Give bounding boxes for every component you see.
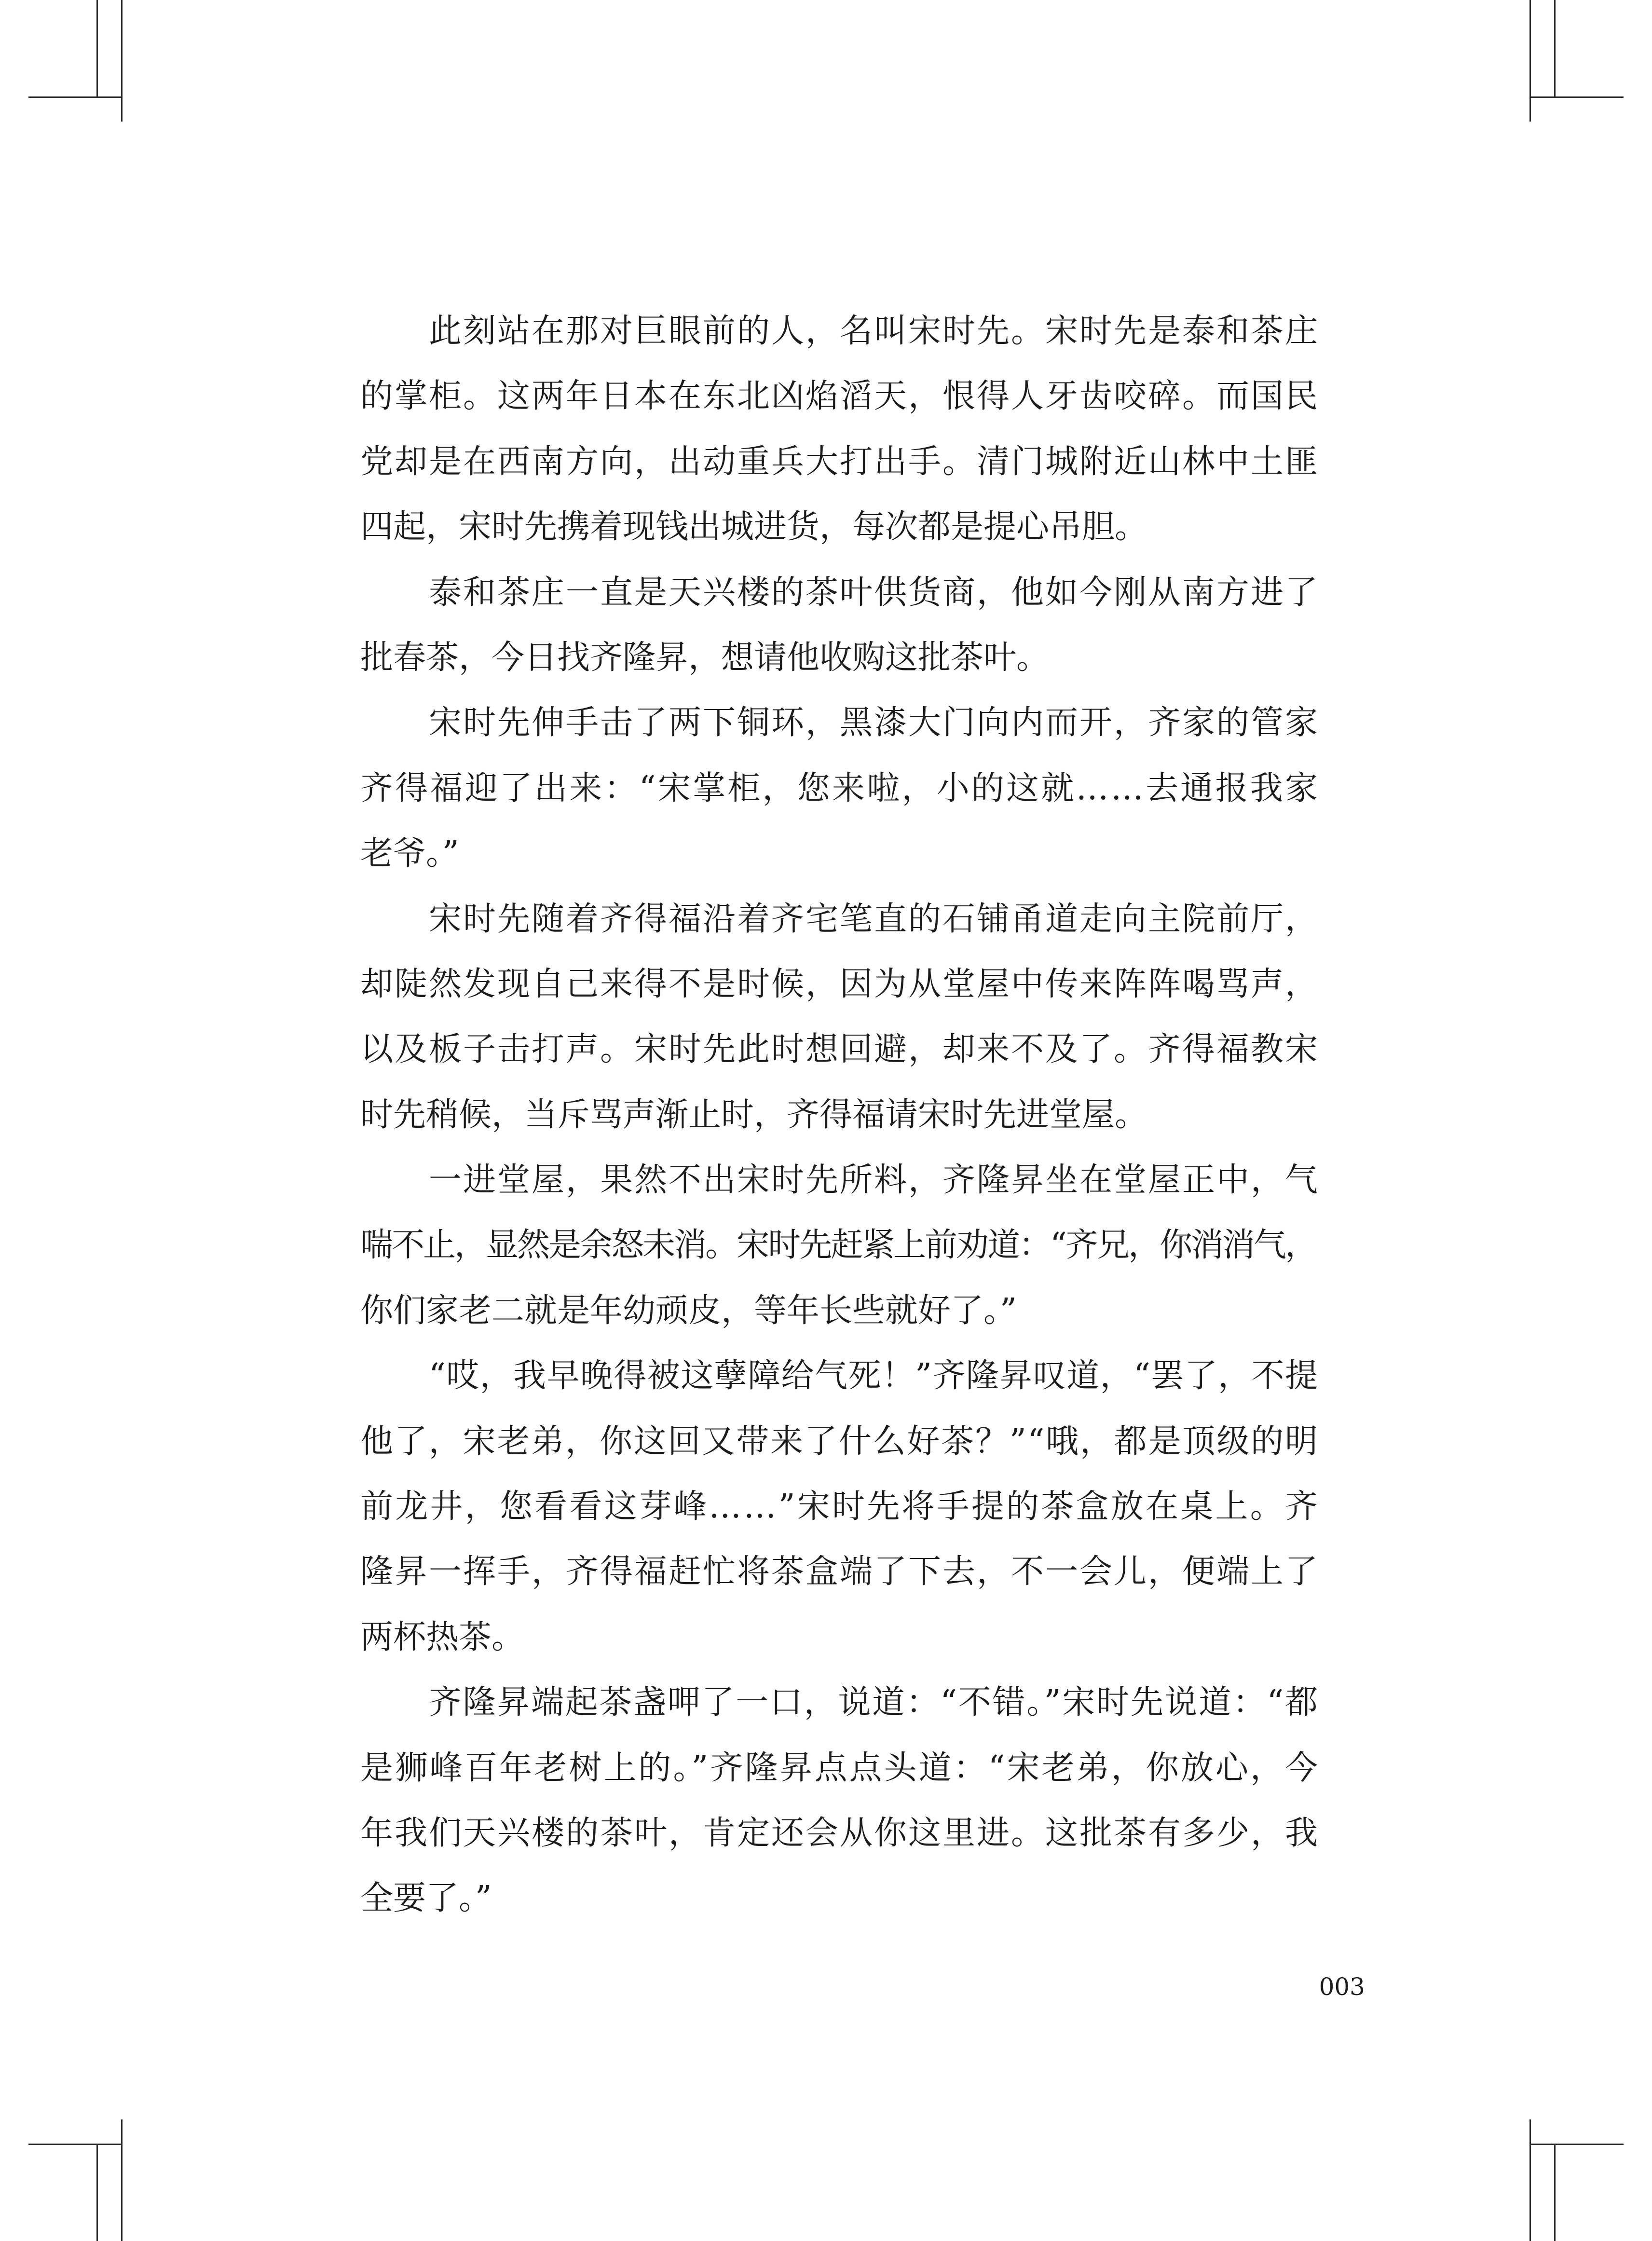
text-line <box>360 625 1318 690</box>
text-line <box>360 1801 1318 1866</box>
text-line <box>360 560 1318 625</box>
line-text: 他了，宋老弟，你这回又带来了什么好茶？”“哦，都是顶级的明 <box>360 1422 1319 1461</box>
crop-mark <box>1529 0 1531 122</box>
text-line <box>360 1670 1318 1735</box>
text-line <box>360 1539 1318 1604</box>
line-text: 时先稍候，当斥骂声渐止时，齐得福请宋时先进堂屋。 <box>360 1095 1148 1134</box>
line-text: “哎，我早晚得被这孽障给气死！”齐隆昇叹道，“罢了，不提 <box>429 1357 1319 1395</box>
line-text: 一进堂屋，果然不出宋时先所料，齐隆昇坐在堂屋正中，气 <box>429 1161 1319 1200</box>
body-text <box>360 299 1318 1931</box>
line-text: 宋时先随着齐得福沿着齐宅笔直的石铺甬道走向主院前厅， <box>429 900 1319 938</box>
paragraph <box>360 560 1318 691</box>
line-text: 你们家老二就是年幼顽皮，等年长些就好了。” <box>360 1291 1017 1330</box>
text-line <box>360 364 1318 429</box>
line-text: 以及板子击打声。宋时先此时想回避，却来不及了。齐得福教宋 <box>360 1030 1319 1069</box>
line-text: 宋时先伸手击了两下铜环，黑漆大门向内而开，齐家的管家 <box>429 704 1319 742</box>
text-line <box>360 1082 1318 1148</box>
crop-mark <box>96 2144 98 2241</box>
crop-mark <box>28 2144 122 2145</box>
text-line <box>360 1213 1318 1278</box>
text-line <box>360 1343 1318 1408</box>
paragraph <box>360 1670 1318 1931</box>
crop-mark <box>121 2119 123 2241</box>
line-text: 两杯热茶。 <box>360 1618 525 1656</box>
line-text: 老爷。” <box>360 834 459 873</box>
crop-mark <box>1554 0 1556 97</box>
paragraph <box>360 1343 1318 1670</box>
line-text: 喘不止，显然是余怒未消。宋时先赶紧上前劝道：“齐兄，你消消气， <box>360 1226 1316 1265</box>
text-line <box>360 756 1318 821</box>
line-text: 泰和茶庄一直是天兴楼的茶叶供货商，他如今刚从南方进了 <box>429 573 1319 612</box>
text-line <box>360 1735 1318 1801</box>
line-text: 此刻站在那对巨眼前的人，名叫宋时先。宋时先是泰和茶庄 <box>429 312 1319 350</box>
page-number: 003 <box>1319 1973 1365 2001</box>
crop-mark <box>1530 96 1624 98</box>
crop-mark <box>121 0 123 122</box>
text-line <box>360 1148 1318 1213</box>
crop-mark <box>1529 2119 1531 2241</box>
crop-mark <box>28 96 122 98</box>
text-line <box>360 299 1318 364</box>
text-line <box>360 1866 1318 1931</box>
text-line <box>360 690 1318 755</box>
text-line <box>360 1605 1318 1670</box>
line-text: 齐隆昇端起茶盏呷了一口，说道：“不错。”宋时先说道：“都 <box>429 1683 1319 1722</box>
paragraph <box>360 1148 1318 1343</box>
paragraph <box>360 690 1318 886</box>
text-line <box>360 952 1318 1017</box>
text-line <box>360 429 1318 494</box>
line-text: 全要了。” <box>360 1879 492 1918</box>
line-text: 是狮峰百年老树上的。”齐隆昇点点头道：“宋老弟，你放心，今 <box>360 1749 1320 1787</box>
line-text: 四起，宋时先携着现钱出城进货，每次都是提心吊胆。 <box>360 508 1148 547</box>
line-text: 的掌柜。这两年日本在东北凶焰滔天，恨得人牙齿咬碎。而国民 <box>360 377 1319 416</box>
text-line <box>360 1278 1318 1343</box>
crop-mark <box>96 0 98 97</box>
line-text: 年我们天兴楼的茶叶，肯定还会从你这里进。这批茶有多少，我 <box>360 1814 1319 1852</box>
line-text: 批春茶，今日找齐隆昇，想请他收购这批茶叶。 <box>360 638 1050 677</box>
crop-mark <box>1554 2144 1556 2241</box>
line-text: 前龙井，您看看这芽峰……”宋时先将手提的茶盒放在桌上。齐 <box>360 1488 1320 1526</box>
text-line <box>360 821 1318 886</box>
line-text: 党却是在西南方向，出动重兵大打出手。清门城附近山林中土匪 <box>360 442 1319 481</box>
text-line <box>360 1474 1318 1539</box>
text-line <box>360 1017 1318 1082</box>
line-text: 隆昇一挥手，齐得福赶忙将茶盒端了下去，不一会儿，便端上了 <box>360 1553 1319 1591</box>
paragraph <box>360 887 1318 1148</box>
line-text: 却陡然发现自己来得不是时候，因为从堂屋中传来阵阵喝骂声， <box>360 965 1319 1003</box>
paragraph <box>360 299 1318 560</box>
text-line <box>360 1409 1318 1474</box>
line-text: 齐得福迎了出来：“宋掌柜，您来啦，小的这就……去通报我家 <box>360 769 1320 807</box>
crop-mark <box>1530 2144 1624 2145</box>
text-line <box>360 887 1318 952</box>
text-line <box>360 494 1318 560</box>
